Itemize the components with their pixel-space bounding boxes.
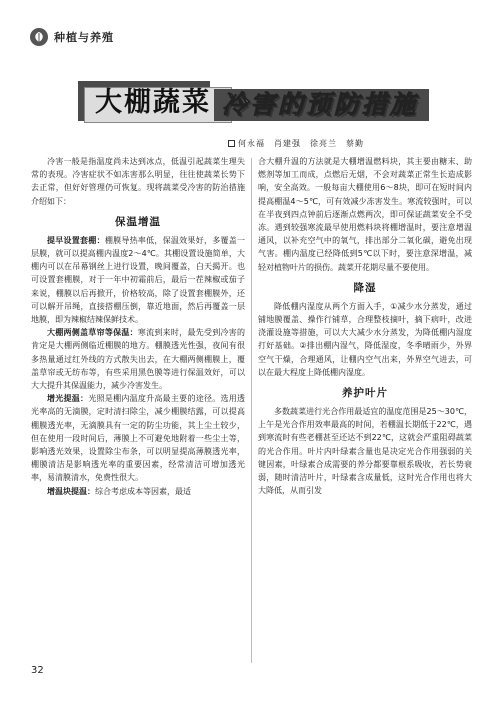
paragraph: 降低棚内湿度从两个方面入手，①减少水分蒸发，通过铺地膜覆盖、操作行铺草，合理整枝摘叶，摘下病叶，改进浇灌设施等措施，可以大大减少水分蒸发，为降低棚内湿度打好基础。②排出棚内湿气，降低湿度，冬季晴雨少，外界空气干燥，合理通风，让棚内空气出来，外界空气进去，可以在最大程度上降低棚内湿度。 (258, 301, 472, 377)
article-title (78, 81, 432, 124)
title-main: 大棚蔬菜 (95, 87, 211, 118)
left-column (31, 155, 245, 498)
checkbox-icon (228, 140, 235, 147)
author-line (228, 138, 364, 149)
paragraph: 多数蔬菜进行光合作用最适宜的温度范围是25～30℃，上午是光合作用效率最高的时间，若棚温长期低于22℃，遇到寒流时有些老棚甚至还达不到22℃，这就会严重阻碍蔬菜的光合作用。叶片内叶绿素含量也是决定光合作用强弱的关键因素，叶绿素合成需要的养分都要靠根系吸收，若长势衰弱，随时清洁叶片，叶绿素含成量低，这时光合作用也将大大降低，从而引发 (258, 407, 472, 496)
subheading-keep-warm: 保温增温 (115, 215, 161, 228)
page-number: 32 (31, 665, 44, 676)
paragraph: 大棚两侧盖草帘等保温：寒流到来时，最先受到冷害的肯定是大棚两侧临近棚膜的地方。棚膜透光性强，夜间有很多热量通过红外线的方式散失出去，在大棚两侧棚膜上，覆盖草帘或无纺布等，有些采用黑色膜等进行保温效好，可以大大提升其保温能力，减少冷害发生。 (31, 328, 246, 391)
section-name: 种植与养殖 (54, 31, 114, 44)
section-header (30, 27, 114, 47)
title-accent: 冷害的预防措施 (222, 90, 419, 119)
author-names: 何永福 肖建强 徐亮兰 蔡勤 (238, 139, 364, 148)
right-column (258, 155, 472, 497)
paragraph: 增光提温：光照是棚内温度升高最主要的途径。选用透光率高的无滴膜，定时清扫除尘，减少棚膜结露，可以提高棚膜透光率，无滴膜具有一定的防尘功能，其上尘土较少，但在使用一段时间后，薄膜上不可避免地附着一些尘土等，影响透光效果，设置除尘布条，可以明显提高薄膜透光率，棚膜清洁是影响透光率的重要因素，经常清洁可增加透光率，易清膜清水，免费性很大。 (31, 394, 246, 483)
subheading-leaf-care: 养护叶片 (342, 387, 388, 400)
paragraph: 提早设置套棚：棚膜导热率低，保温效果好，多覆盖一层膜，就可以提高棚内温度2～4℃。其棚设置设施简单，大棚内可以在吊幕钢丝上进行设置，晚间覆盖，白天揭开。也可设置套棚膜，对于一年中初霜前后，最后一茬辣椒或茄子来说，棚膜以后再掀开，价格较高，除了设置套棚膜外，还可以解开吊绳，直接搭棚压倒，靠近地面，然后再覆盖一层地膜，即为辣椒结辣保鲜技术。 (31, 235, 246, 325)
column-divider (251, 158, 252, 663)
leaf-logo-icon (30, 28, 48, 46)
subheading-dehumidify: 降湿 (353, 281, 377, 294)
paragraph: 合大棚升温的方法就是大棚增温燃料块，其主要由糖末、助燃剂等加工而成，点燃后无烟，不会对蔬菜正常生长造成影响，安全高效。一般每亩大棚使用6～8块，即可在短时间内提高棚温4～5℃，可有效减少冻害发生。寒流较强时，可以在半夜到四点钟前后逐渐点燃两次，即可保证蔬菜安全不受冻。遇到较强寒流最早使用燃料块将棚增温时，要注意增温通风，以补充空气中的氧气，排出部分二氧化碳，避免出现气害。棚内温度已经降低到5℃以下时，要注意深增温，减轻对植物叶片的损伤。蔬菜开花期尽量不要使用。 (258, 157, 472, 272)
paragraph: 增温块提温：综合考虑成本等因素，最适 (47, 486, 191, 496)
intro-paragraph: 冷害一般是指温度尚未达到冰点，低温引起蔬菜生理失常的表现。冷害症状不如冻害那么明显，往往使蔬菜长势下去正常，但好好管理仍可恢复。现将蔬菜受冷害的防治措施介绍如下： (31, 157, 245, 206)
